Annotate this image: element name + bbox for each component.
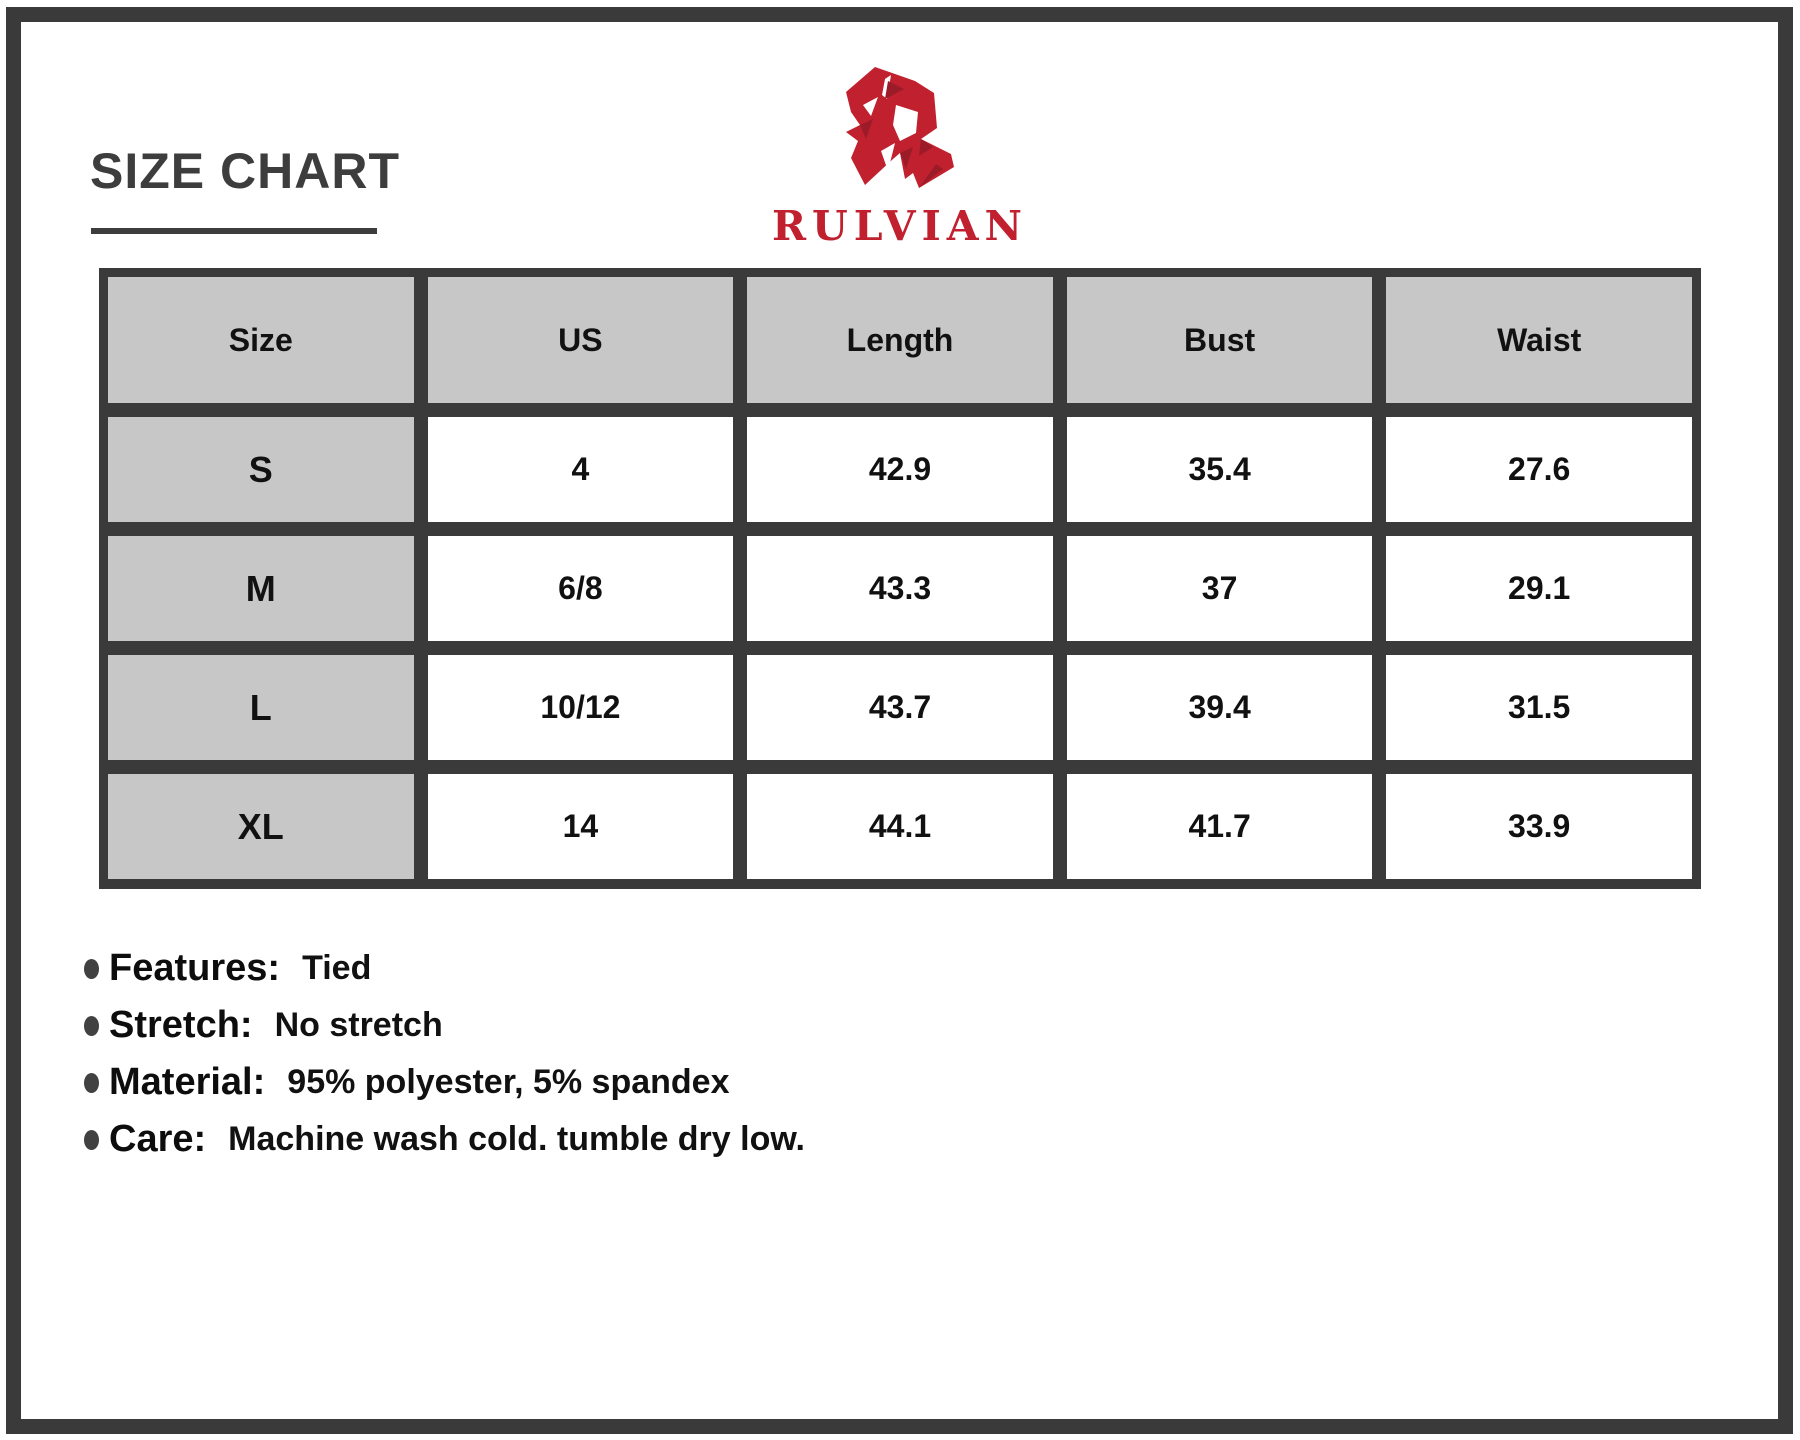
value-cell-xl-us: 14 [428, 774, 734, 879]
value-cell-m-us: 6/8 [428, 536, 734, 641]
detail-label: Care: [109, 1118, 207, 1160]
header-cell-size: Size [108, 277, 414, 403]
header-cell-bust: Bust [1067, 277, 1373, 403]
value-cell-l-waist: 31.5 [1386, 655, 1692, 760]
header-cell-length: Length [747, 277, 1053, 403]
size-cell-l: L [108, 655, 414, 760]
size-cell-s: S [108, 417, 414, 522]
page-title: SIZE CHART [90, 143, 400, 199]
value-cell-xl-waist: 33.9 [1386, 774, 1692, 879]
size-table [99, 268, 1701, 889]
value-cell-s-length: 42.9 [747, 417, 1053, 522]
detail-label: Material: [109, 1061, 266, 1103]
size-cell-xl: XL [108, 774, 414, 879]
value-cell-s-waist: 27.6 [1386, 417, 1692, 522]
header-cell-waist: Waist [1386, 277, 1692, 403]
detail-label: Stretch: [109, 1004, 253, 1046]
bullet-icon [84, 1073, 99, 1093]
detail-item-features [84, 940, 805, 997]
detail-item-stretch [84, 997, 805, 1054]
detail-value: No stretch [274, 1006, 443, 1044]
value-cell-l-bust: 39.4 [1067, 655, 1373, 760]
detail-value: Tied [302, 949, 372, 987]
value-cell-l-us: 10/12 [428, 655, 734, 760]
detail-label: Features: [109, 947, 281, 989]
brand-wordmark: RULVIAN [771, 202, 1029, 250]
value-cell-s-bust: 35.4 [1067, 417, 1373, 522]
detail-value: 95% polyester, 5% spandex [287, 1063, 730, 1101]
value-cell-m-length: 43.3 [747, 536, 1053, 641]
detail-value: Machine wash cold. tumble dry low. [228, 1120, 805, 1158]
details-list [84, 940, 805, 1168]
bullet-icon [84, 1130, 99, 1150]
detail-item-care [84, 1111, 805, 1168]
bullet-icon [84, 959, 99, 979]
title-underline [91, 228, 377, 234]
brand-logo-r-icon [833, 55, 973, 205]
value-cell-s-us: 4 [428, 417, 734, 522]
value-cell-xl-length: 44.1 [747, 774, 1053, 879]
value-cell-m-waist: 29.1 [1386, 536, 1692, 641]
value-cell-xl-bust: 41.7 [1067, 774, 1373, 879]
detail-item-material [84, 1054, 805, 1111]
bullet-icon [84, 1016, 99, 1036]
size-cell-m: M [108, 536, 414, 641]
value-cell-m-bust: 37 [1067, 536, 1373, 641]
header-cell-us: US [428, 277, 734, 403]
value-cell-l-length: 43.7 [747, 655, 1053, 760]
